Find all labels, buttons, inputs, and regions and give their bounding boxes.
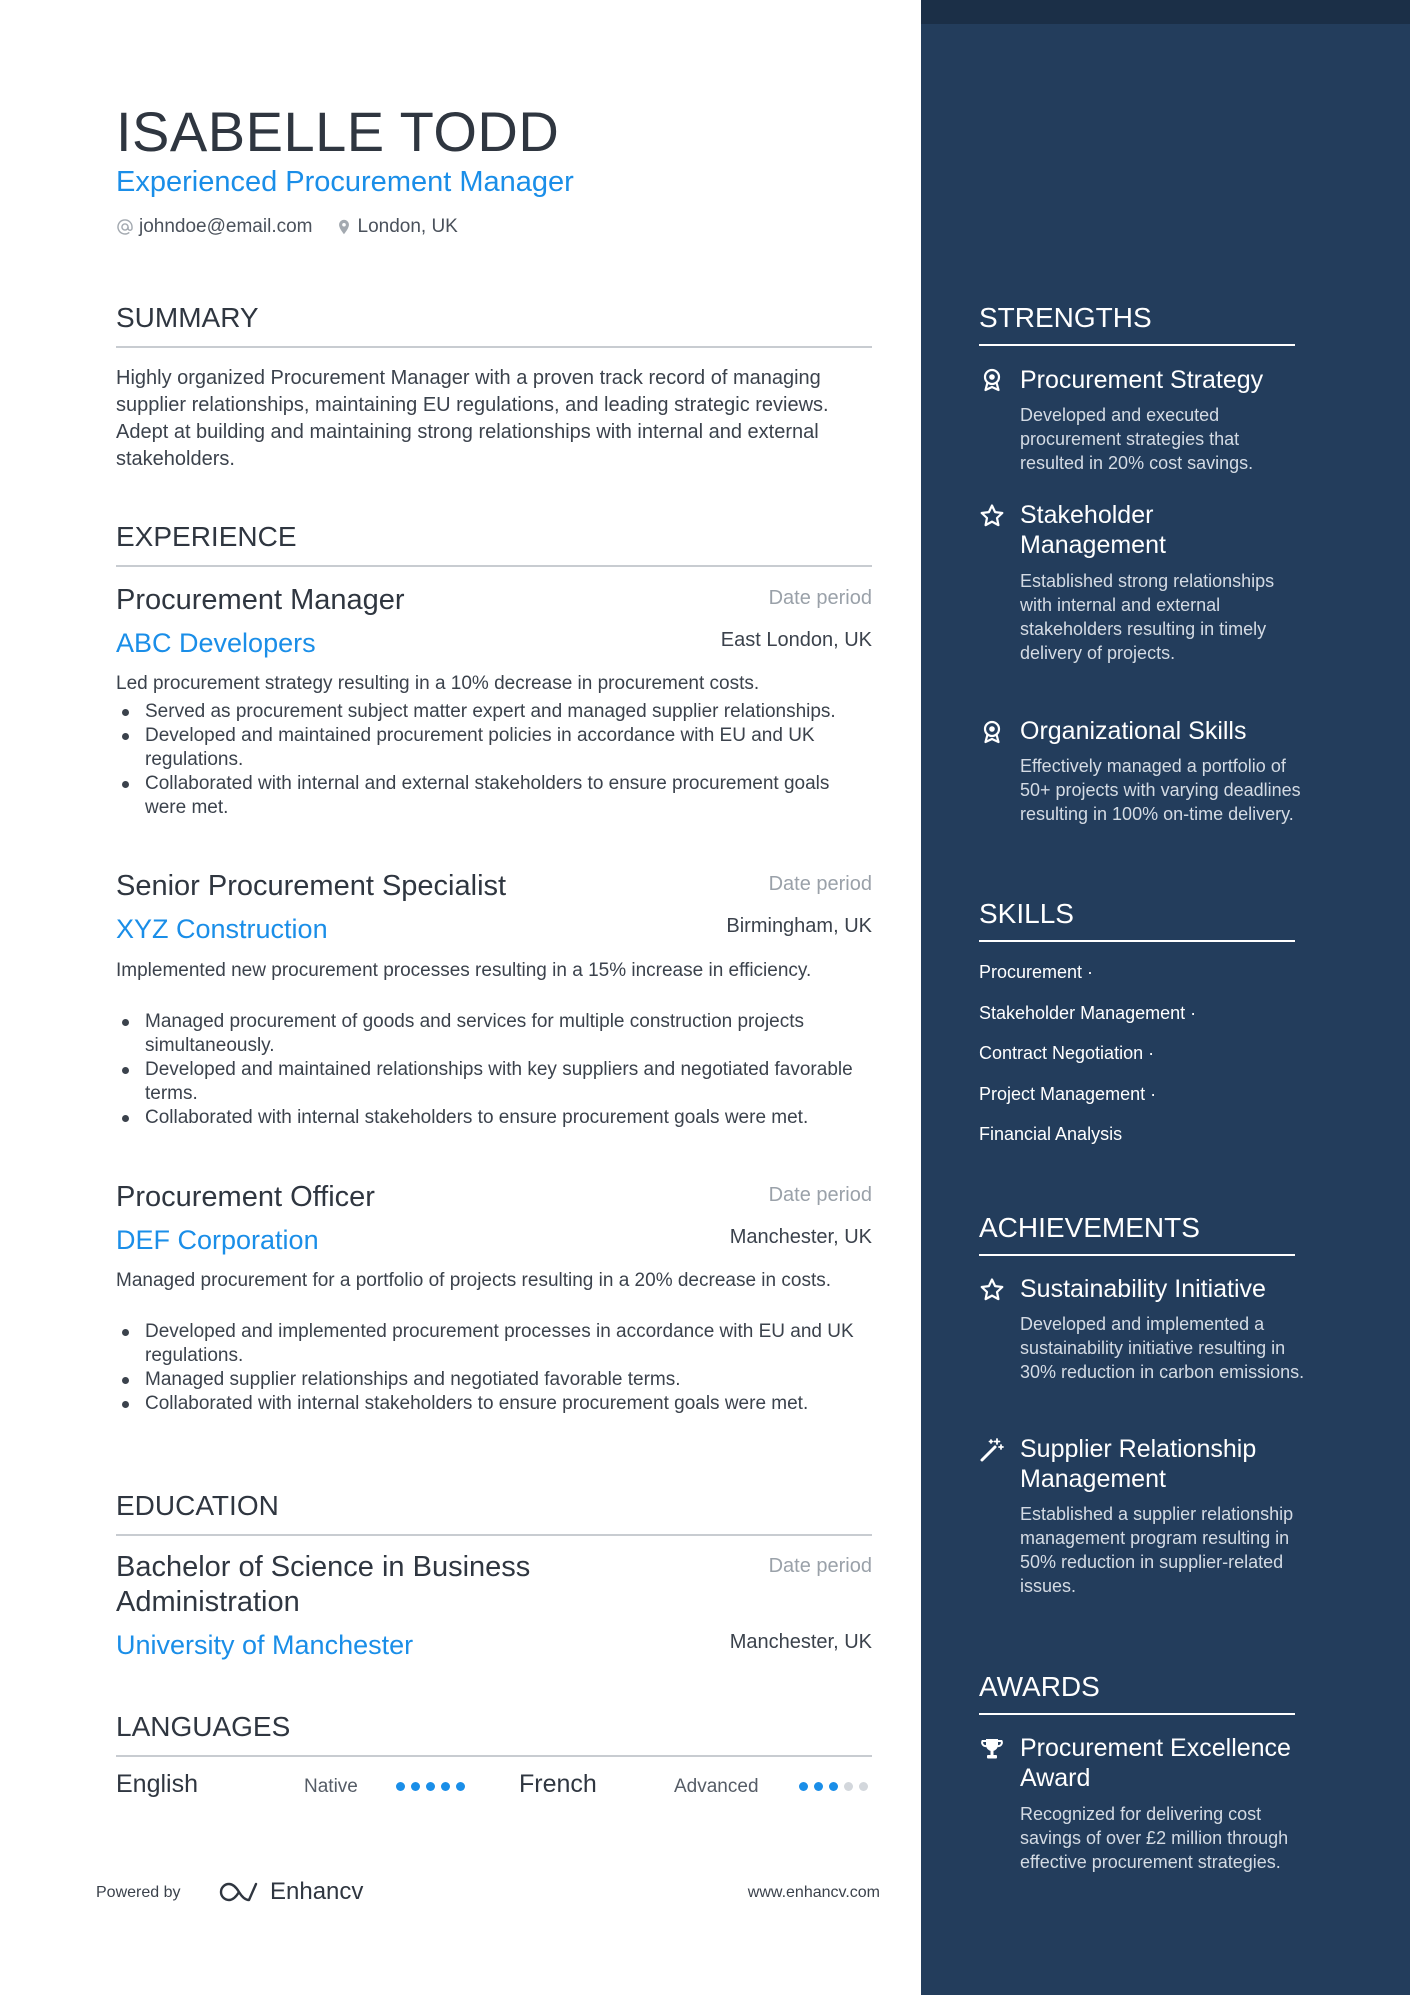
job-bullets xyxy=(116,700,872,820)
achievements-heading: ACHIEVEMENTS xyxy=(979,1210,1295,1256)
powered-by-text: Powered by xyxy=(96,1884,181,1901)
strength-title: Stakeholder Management xyxy=(1020,501,1166,559)
strength-description: Established strong relationships with internal and external stakeholders resulting in timely delivery of projects. xyxy=(1020,571,1275,663)
skill-item: Project Management · xyxy=(979,1084,1157,1104)
email-contact[interactable] xyxy=(116,216,313,238)
list-item: Developed and maintained relationships with key suppliers and negotiated favorable terms. xyxy=(116,1058,872,1106)
rating-dot-empty xyxy=(844,1782,853,1791)
strengths-heading: STRENGTHS xyxy=(979,300,1295,346)
footer xyxy=(96,1880,880,1910)
candidate-title: Experienced Procurement Manager xyxy=(116,166,574,198)
list-item: Developed and implemented procurement processes in accordance with EU and UK regulations. xyxy=(116,1320,872,1368)
rating-dot-empty xyxy=(859,1782,868,1791)
rating-dot-filled xyxy=(799,1782,808,1791)
website-link[interactable]: www.enhancv.com xyxy=(747,1884,880,1901)
job-location: East London, UK xyxy=(720,629,872,651)
job-location: Manchester, UK xyxy=(729,1226,872,1248)
job-description: Led procurement strategy resulting in a 10% decrease in procurement costs. xyxy=(116,673,760,694)
email-text: johndoe@email.com xyxy=(139,216,313,237)
location-pin-icon xyxy=(335,218,353,236)
job-description: Implemented new procurement processes resulting in a 15% increase in efficiency. xyxy=(116,960,812,981)
language-rating xyxy=(396,1782,471,1791)
company-name[interactable]: DEF Corporation xyxy=(116,1225,319,1255)
list-item: Collaborated with internal and external stakeholders to ensure procurement goals were met. xyxy=(116,772,872,820)
language-level: Advanced xyxy=(674,1776,759,1797)
company-name[interactable]: ABC Developers xyxy=(116,628,316,658)
job-bullets xyxy=(116,1320,872,1416)
brand-logo[interactable] xyxy=(216,1878,363,1906)
list-item: Managed supplier relationships and negotiated favorable terms. xyxy=(116,1368,872,1392)
list-item: Developed and maintained procurement policies in accordance with EU and UK regulations. xyxy=(116,724,872,772)
strength-title: Procurement Strategy xyxy=(1020,366,1264,394)
location-text: London, UK xyxy=(357,216,458,237)
language-rating xyxy=(799,1782,874,1791)
trophy-icon xyxy=(979,1736,1005,1762)
job-date: Date period xyxy=(768,1184,872,1206)
rating-dot-filled xyxy=(456,1782,465,1791)
at-sign-icon xyxy=(116,218,134,236)
list-item: Served as procurement subject matter expert and managed supplier relationships. xyxy=(116,700,872,724)
job-bullets xyxy=(116,1010,872,1130)
education-heading: EDUCATION xyxy=(116,1488,872,1536)
location-contact xyxy=(335,216,458,238)
skill-item: Contract Negotiation · xyxy=(979,1043,1155,1063)
brand-name: Enhancv xyxy=(270,1878,364,1905)
rating-dot-filled xyxy=(411,1782,420,1791)
achievement-title: Supplier Relationship Management xyxy=(1020,1435,1257,1493)
strength-description: Developed and executed procurement strategies that resulted in 20% cost savings. xyxy=(1020,405,1254,473)
award-icon xyxy=(979,367,1005,393)
summary-text: Highly organized Procurement Manager with a proven track record of managing supplier relationships, maintaining EU regulations, and leading strategic reviews. Adept at building and maintaining strong relationships with internal and external stakeholders. xyxy=(116,367,829,470)
school-name[interactable]: University of Manchester xyxy=(116,1630,414,1660)
language-name: French xyxy=(519,1770,597,1798)
job-description: Managed procurement for a portfolio of projects resulting in a 20% decrease in costs. xyxy=(116,1270,831,1291)
job-date: Date period xyxy=(768,587,872,609)
rating-dot-filled xyxy=(396,1782,405,1791)
job-title: Procurement Manager xyxy=(116,584,405,616)
list-item: Collaborated with internal stakeholders to ensure procurement goals were met. xyxy=(116,1392,872,1416)
sidebar xyxy=(921,0,1410,1995)
education-location: Manchester, UK xyxy=(729,1631,872,1653)
strength-description: Effectively managed a portfolio of 50+ projects with varying deadlines resulting in 100% on-time delivery. xyxy=(1020,756,1301,824)
languages-row xyxy=(116,1770,872,1806)
award-description: Recognized for delivering cost savings of over £2 million through effective procurement strategies. xyxy=(1020,1804,1289,1872)
awards-heading: AWARDS xyxy=(979,1669,1295,1715)
skills-heading: SKILLS xyxy=(979,896,1295,942)
achievement-title: Sustainability Initiative xyxy=(1020,1275,1266,1303)
languages-heading: LANGUAGES xyxy=(116,1709,872,1757)
skill-item: Procurement · xyxy=(979,962,1094,982)
language-level: Native xyxy=(304,1776,358,1797)
experience-heading: EXPERIENCE xyxy=(116,519,872,567)
star-icon xyxy=(979,503,1005,529)
skill-item: Stakeholder Management · xyxy=(979,1003,1197,1023)
strength-title: Organizational Skills xyxy=(1020,717,1247,745)
magic-wand-icon xyxy=(979,1437,1005,1463)
achievement-description: Established a supplier relationship management program resulting in 50% reduction in supplier-related issues. xyxy=(1020,1504,1294,1596)
enhancv-logo-icon xyxy=(216,1880,262,1904)
list-item: Managed procurement of goods and services for multiple construction projects simultaneously. xyxy=(116,1010,872,1058)
job-title: Procurement Officer xyxy=(116,1181,375,1213)
language-name: English xyxy=(116,1770,198,1798)
company-name[interactable]: XYZ Construction xyxy=(116,914,328,944)
candidate-name: ISABELLE TODD xyxy=(116,100,560,163)
rating-dot-filled xyxy=(441,1782,450,1791)
degree-title: Bachelor of Science in Business Administration xyxy=(116,1551,531,1618)
list-item: Collaborated with internal stakeholders to ensure procurement goals were met. xyxy=(116,1106,872,1130)
rating-dot-filled xyxy=(426,1782,435,1791)
job-location: Birmingham, UK xyxy=(726,915,872,937)
summary-heading: SUMMARY xyxy=(116,300,872,348)
rating-dot-filled xyxy=(814,1782,823,1791)
skill-item: Financial Analysis xyxy=(979,1124,1123,1144)
education-date: Date period xyxy=(768,1555,872,1577)
achievement-description: Developed and implemented a sustainability initiative resulting in 30% reduction in carbon emissions. xyxy=(1020,1314,1305,1382)
award-title: Procurement Excellence Award xyxy=(1020,1734,1291,1792)
job-title: Senior Procurement Specialist xyxy=(116,870,507,902)
award-icon xyxy=(979,719,1005,745)
star-icon xyxy=(979,1277,1005,1303)
job-date: Date period xyxy=(768,873,872,895)
sidebar-top-bar xyxy=(921,0,1410,24)
contact-info xyxy=(116,216,480,238)
rating-dot-filled xyxy=(829,1782,838,1791)
